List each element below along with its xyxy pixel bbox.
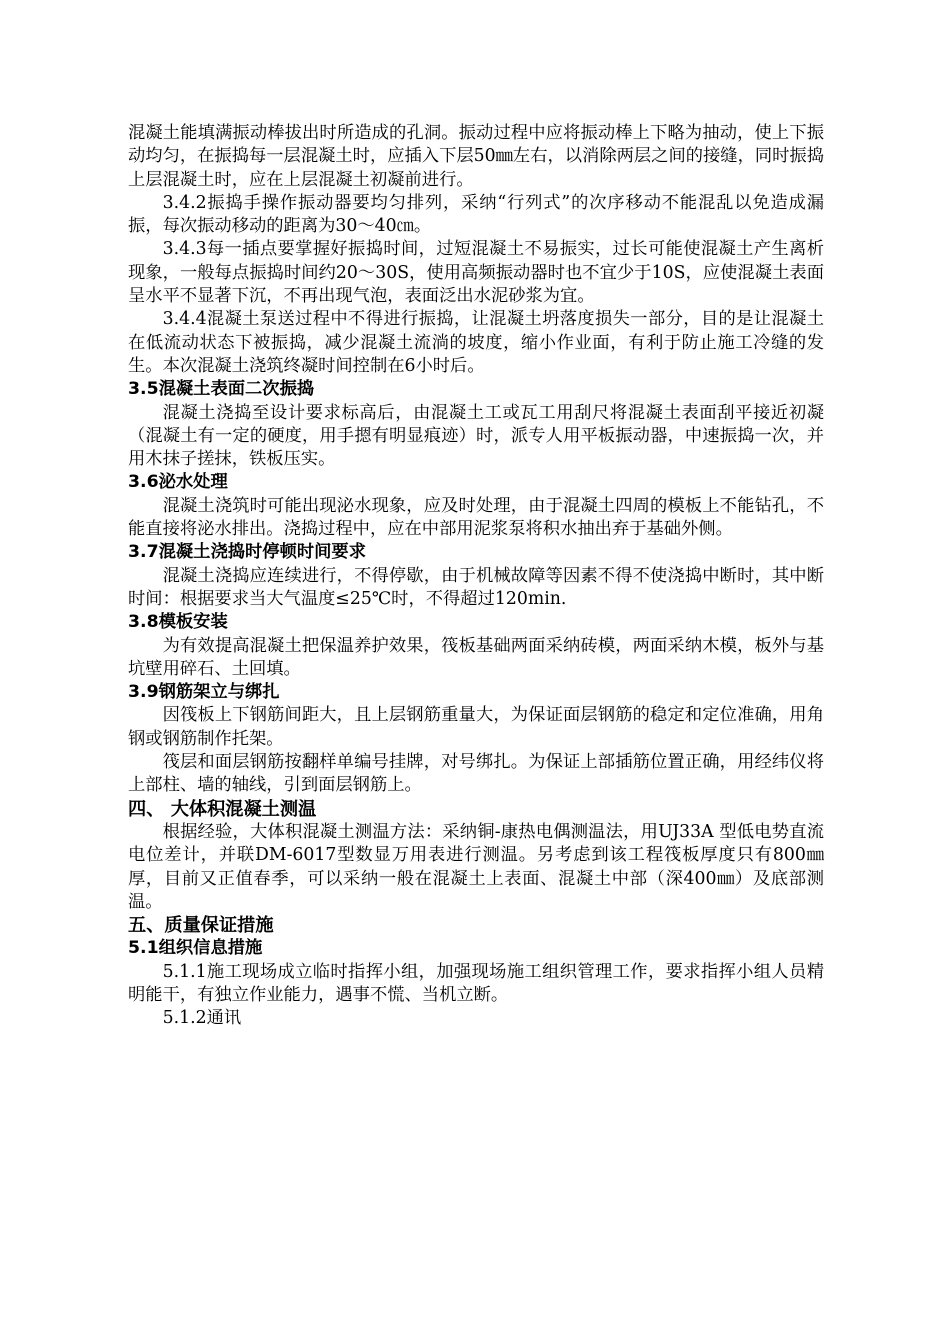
section-heading: 5.1组织信息措施 xyxy=(128,938,263,959)
body-paragraph: 混凝土浇筑时可能出现泌水现象，应及时处理，由于混凝土四周的模板上不能钻孔，不能直接将泌水排出。浇捣过程中，应在中部用泥浆泵将积水抽出弃于基础外侧。 xyxy=(128,495,824,540)
section-heading: 3.6泌水处理 xyxy=(128,472,228,493)
section-heading: 五、质量保证措施 xyxy=(128,915,274,937)
section-heading: 3.7混凝土浇捣时停顿时间要求 xyxy=(128,542,366,563)
body-paragraph: 3.4.2振捣手操作振动器要均匀排列，采纳“行列式”的次序移动不能混乱以免造成漏振，每次振动移动的距离为30～40㎝。 xyxy=(128,192,824,237)
body-paragraph: 5.1.2通讯 xyxy=(162,1008,242,1029)
body-paragraph: 3.4.3每一插点要掌握好振捣时间，过短混凝土不易振实，过长可能使混凝土产生离析现象，一般每点振捣时间约20～30S，使用高频振动器时也不宜少于10S，应使混凝土表面呈水平不显著下沉，不再出现气泡，表面泛出水泥砂浆为宜。 xyxy=(128,239,824,307)
section-heading: 四、 大体积混凝土测温 xyxy=(128,798,317,820)
body-paragraph: 因筏板上下钢筋间距大，且上层钢筋重量大，为保证面层钢筋的稳定和定位准确，用角钢或钢筋制作托架。 xyxy=(128,705,824,749)
body-paragraph: 混凝土浇捣至设计要求标高后，由混凝土工或瓦工用刮尺将混凝土表面刮平接近初凝（混凝土有一定的硬度，用手摁有明显痕迹）时，派专人用平板振动器，中速振捣一次，并用木抹子搓抹，铁板压实。 xyxy=(128,402,824,470)
body-paragraph: 3.4.4混凝土泵送过程中不得进行振捣，让混凝土坍落度损失一部分，目的是让混凝土在低流动状态下被振捣，减少混凝土流淌的坡度，缩小作业面，有利于防止施工冷缝的发生。本次混凝土浇筑终凝时间控制在6小时后。 xyxy=(128,309,824,376)
body-paragraph: 为有效提高混凝土把保温养护效果，筏板基础两面采纳砖模，两面采纳木模，板外与基坑壁用碎石、土回填。 xyxy=(128,635,824,679)
body-paragraph: 根据经验，大体积混凝土测温方法：采纳铜-康热电偶测温法，用UJ33A 型低电势直流电位差计，并联DM-6017型数显万用表进行测温。另考虑到该工程筏板厚度只有800㎜厚，目前又正值春季，可以采纳一般在混凝土上表面、混凝土中部（深400㎜）及底部测温。 xyxy=(128,821,824,912)
document-body xyxy=(128,122,824,1031)
body-paragraph: 5.1.1施工现场成立临时指挥小组，加强现场施工组织管理工作，要求指挥小组人员精明能干，有独立作业能力，遇事不慌、当机立断。 xyxy=(128,961,824,1005)
section-heading: 3.8模板安装 xyxy=(128,612,228,633)
body-paragraph: 混凝土能填满振动棒拔出时所造成的孔洞。振动过程中应将振动棒上下略为抽动，使上下振动均匀，在振捣每一层混凝土时，应插入下层50㎜左右，以消除两层之间的接缝，同时振捣上层混凝土时，应在上层混凝土初凝前进行。 xyxy=(128,123,824,190)
body-paragraph: 筏层和面层钢筋按翻样单编号挂牌，对号绑扎。为保证上部插筋位置正确，用经纬仪将上部柱、墙的轴线，引到面层钢筋上。 xyxy=(128,752,824,796)
section-heading: 3.9钢筋架立与绑扎 xyxy=(128,682,280,703)
section-heading: 3.5混凝土表面二次振捣 xyxy=(128,379,315,400)
body-paragraph: 混凝土浇捣应连续进行，不得停歇，由于机械故障等因素不得不使浇捣中断时，其中断时间：根据要求当大气温度≤25℃时，不得超过120min. xyxy=(128,565,824,609)
